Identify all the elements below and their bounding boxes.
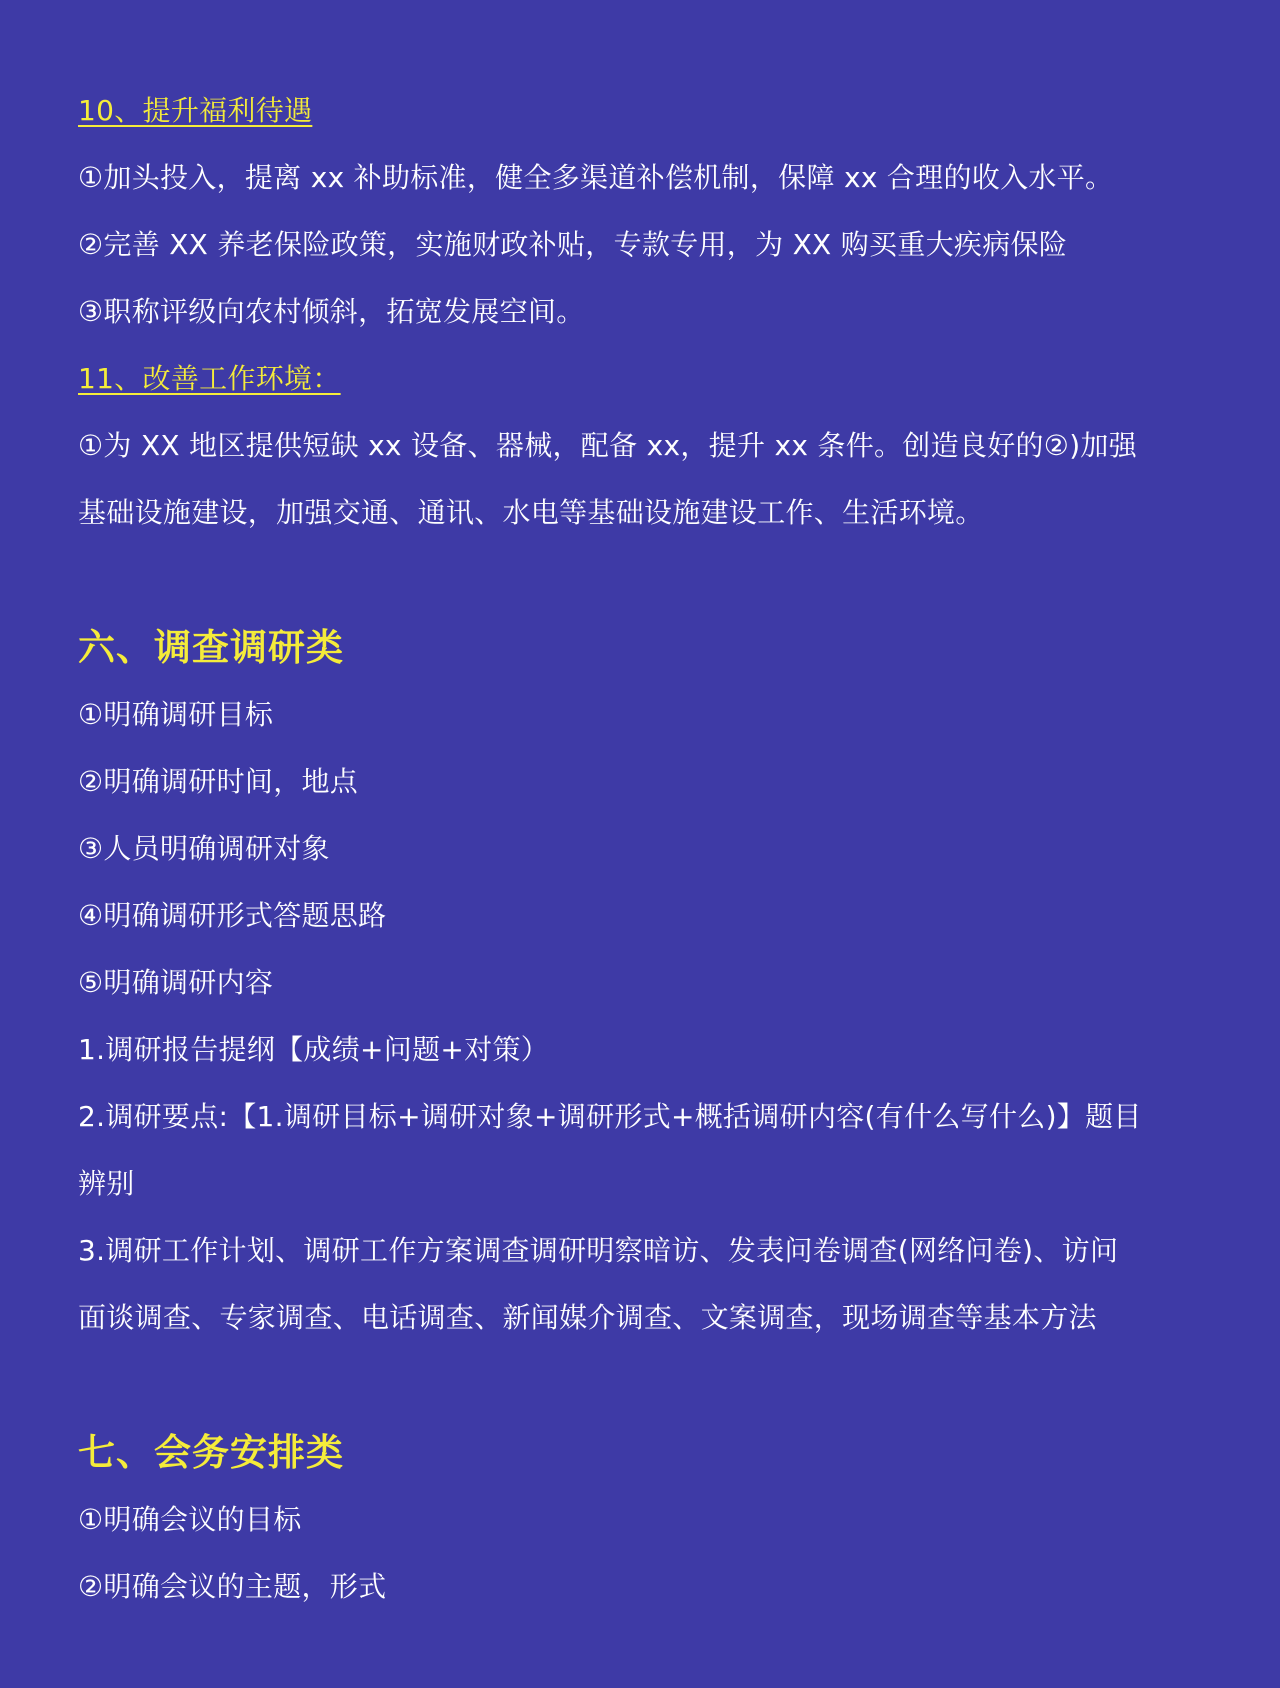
subheading-work-environment: 11、改善工作环境： [78, 362, 341, 395]
survey-point-1: ①明确调研目标 [78, 698, 274, 731]
meeting-point-2: ②明确会议的主题，形式 [78, 1570, 387, 1603]
survey-numbered-3-continued: 面谈调查、专家调查、电话调查、新闻媒介调查、文案调查，现场调查等基本方法 [78, 1301, 1097, 1334]
survey-point-3: ③人员明确调研对象 [78, 832, 330, 865]
work-environment-text-line-2: 基础设施建设，加强交通、通讯、水电等基础设施建设工作、生活环境。 [78, 496, 984, 529]
survey-point-2: ②明确调研时间，地点 [78, 765, 359, 798]
welfare-point-2: ②完善 XX 养老保险政策，实施财政补贴，专款专用，为 XX 购买重大疾病保险 [78, 228, 1068, 261]
section-title-survey-research: 六、调查调研类 [78, 626, 344, 669]
welfare-point-1: ①加头投入，提离 xx 补助标准，健全多渠道补偿机制，保障 xx 合理的收入水平。 [78, 161, 1114, 194]
subheading-welfare: 10、提升福利待遇 [78, 94, 313, 127]
survey-numbered-1: 1.调研报告提纲【成绩+问题+对策） [78, 1033, 550, 1066]
survey-numbered-3: 3.调研工作计划、调研工作方案调查调研明察暗访、发表问卷调查(网络问卷)、访问 [78, 1234, 1119, 1267]
survey-point-4: ④明确调研形式答题思路 [78, 899, 387, 932]
welfare-point-3: ③职称评级向农村倾斜，拓宽发展空间。 [78, 295, 585, 328]
survey-point-5: ⑤明确调研内容 [78, 966, 274, 999]
section-title-meeting-arrangement: 七、会务安排类 [78, 1431, 344, 1474]
work-environment-text-line-1: ①为 XX 地区提供短缺 xx 设备、器械，配备 xx，提升 xx 条件。创造良好的②)加强 [78, 429, 1138, 462]
survey-numbered-2-continued: 辨别 [78, 1167, 135, 1200]
survey-numbered-2: 2.调研要点:【1.调研目标+调研对象+调研形式+概括调研内容(有什么写什么)】题目 [78, 1100, 1142, 1133]
meeting-point-1: ①明确会议的目标 [78, 1503, 302, 1536]
